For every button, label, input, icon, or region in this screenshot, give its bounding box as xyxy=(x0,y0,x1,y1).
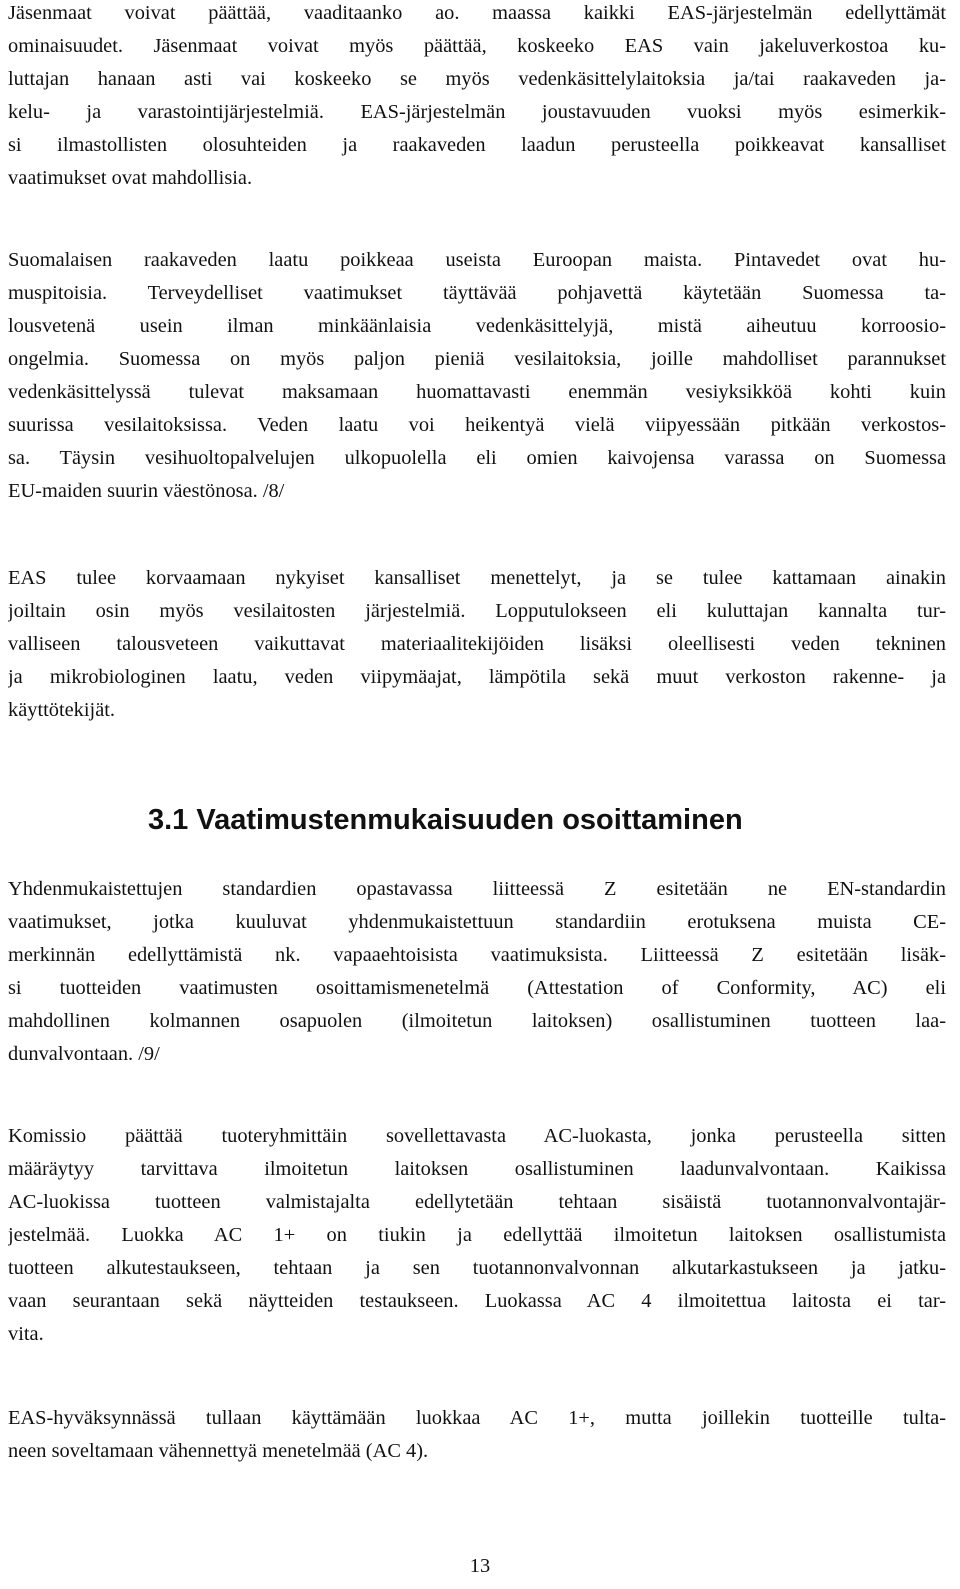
text-line: muspitoisia. Terveydelliset vaatimukset täyttävää pohjavettä käytetään Suomessa ta- xyxy=(8,282,946,304)
text-line: si ilmastollisten olosuhteiden ja raakaveden laadun perusteella poikkeavat kansalliset xyxy=(8,134,946,156)
paragraph-eas-approval xyxy=(8,1402,946,1468)
text-line: si tuotteiden vaatimusten osoittamismenetelmä (Attestation of Conformity, AC) eli xyxy=(8,977,946,999)
text-line: ja mikrobiologinen laatu, veden viipymäajat, lämpötila sekä muut verkoston rakenne- ja xyxy=(8,666,946,688)
text-line: Suomalaisen raakaveden laatu poikkeaa useista Euroopan maista. Pintavedet ovat hu- xyxy=(8,249,946,271)
paragraph-eas-replaces-national xyxy=(8,562,946,727)
text-line: vedenkäsittelyssä tulevat maksamaan huomattavasti enemmän vesiyksikköä kohti kuin xyxy=(8,381,946,403)
text-line: lousvetenä usein ilman minkäänlaisia vedenkäsittelyjä, mistä aiheutuu korroosio- xyxy=(8,315,946,337)
text-line: vita. xyxy=(8,1323,44,1345)
text-line: AC-luokissa tuotteen valmistajalta edellytetään tehtaan sisäistä tuotannonvalvontajär- xyxy=(8,1191,946,1213)
text-line: vaatimukset, jotka kuuluvat yhdenmukaistettuun standardiin erotuksena muista CE- xyxy=(8,911,946,933)
text-line: käyttötekijät. xyxy=(8,699,116,721)
text-line: EAS tulee korvaamaan nykyiset kansalliset menettelyt, ja se tulee kattamaan ainakin xyxy=(8,567,946,589)
page-number: 13 xyxy=(469,1555,491,1577)
text-line: ominaisuudet. Jäsenmaat voivat myös päättää, koskeeko EAS vain jakeluverkostoa ku- xyxy=(8,35,946,57)
text-line: jestelmää. Luokka AC 1+ on tiukin ja edellyttää ilmoitetun laitoksen osallistumista xyxy=(8,1224,946,1246)
text-line: EAS-hyväksynnässä tullaan käyttämään luokkaa AC 1+, mutta joillekin tuotteille tulta- xyxy=(8,1407,946,1429)
text-line: mahdollinen kolmannen osapuolen (ilmoitetun laitoksen) osallistuminen tuotteen laa- xyxy=(8,1010,946,1032)
text-line: sa. Täysin vesihuoltopalvelujen ulkopuolella eli omien kaivojensa varassa on Suomessa xyxy=(8,447,946,469)
text-line: ongelmia. Suomessa on myös paljon pieniä vesilaitoksia, joille mahdolliset parannukset xyxy=(8,348,946,370)
text-line: joiltain osin myös vesilaitosten järjestelmiä. Lopputulokseen eli kuluttajan kannalta tur- xyxy=(8,600,946,622)
text-line: vaan seurantaan sekä näytteiden testaukseen. Luokassa AC 4 ilmoitettua laitosta ei tar- xyxy=(8,1290,946,1312)
text-line: EU-maiden suurin väestönosa. /8/ xyxy=(8,480,285,502)
text-line: valliseen talousveteen vaikuttavat materiaalitekijöiden lisäksi oleellisesti veden tekninen xyxy=(8,633,946,655)
paragraph-finnish-raw-water xyxy=(8,244,946,508)
text-line: Jäsenmaat voivat päättää, vaaditaanko ao. maassa kaikki EAS-järjestelmän edellyttämät xyxy=(8,2,946,24)
text-line: Yhdenmukaistettujen standardien opastavassa liitteessä Z esitetään ne EN-standardin xyxy=(8,878,946,900)
text-line: kelu- ja varastointijärjestelmiä. EAS-järjestelmän joustavuuden vuoksi myös esimerkik- xyxy=(8,101,946,123)
text-line: Komissio päättää tuoteryhmittäin sovellettavasta AC-luokasta, jonka perusteella sitten xyxy=(8,1125,946,1147)
text-line: dunvalvontaan. /9/ xyxy=(8,1043,160,1065)
paragraph-eas-member-states xyxy=(8,0,946,195)
text-line: merkinnän edellyttämistä nk. vapaaehtoisista vaatimuksista. Liitteessä Z esitetään lisäk- xyxy=(8,944,946,966)
text-line: vaatimukset ovat mahdollisia. xyxy=(8,167,253,189)
text-line: suurissa vesilaitoksissa. Veden laatu voi heikentyä vielä viipyessään pitkään verkostos- xyxy=(8,414,946,436)
text-line: määräytyy tarvittava ilmoitetun laitoksen osallistuminen laadunvalvontaan. Kaikissa xyxy=(8,1158,946,1180)
paragraph-ac-classes xyxy=(8,1120,946,1351)
text-line: luttajan hanaan asti vai koskeeko se myös vedenkäsittelylaitoksia ja/tai raakaveden ja- xyxy=(8,68,946,90)
section-heading: 3.1 Vaatimustenmukaisuuden osoittaminen xyxy=(148,804,743,836)
text-line: tuotteen alkutestaukseen, tehtaan ja sen tuotannonvalvonnan alkutarkastukseen ja jatku- xyxy=(8,1257,946,1279)
paragraph-harmonised-standards xyxy=(8,873,946,1071)
text-line: neen soveltamaan vähennettyä menetelmää (AC 4). xyxy=(8,1440,429,1462)
